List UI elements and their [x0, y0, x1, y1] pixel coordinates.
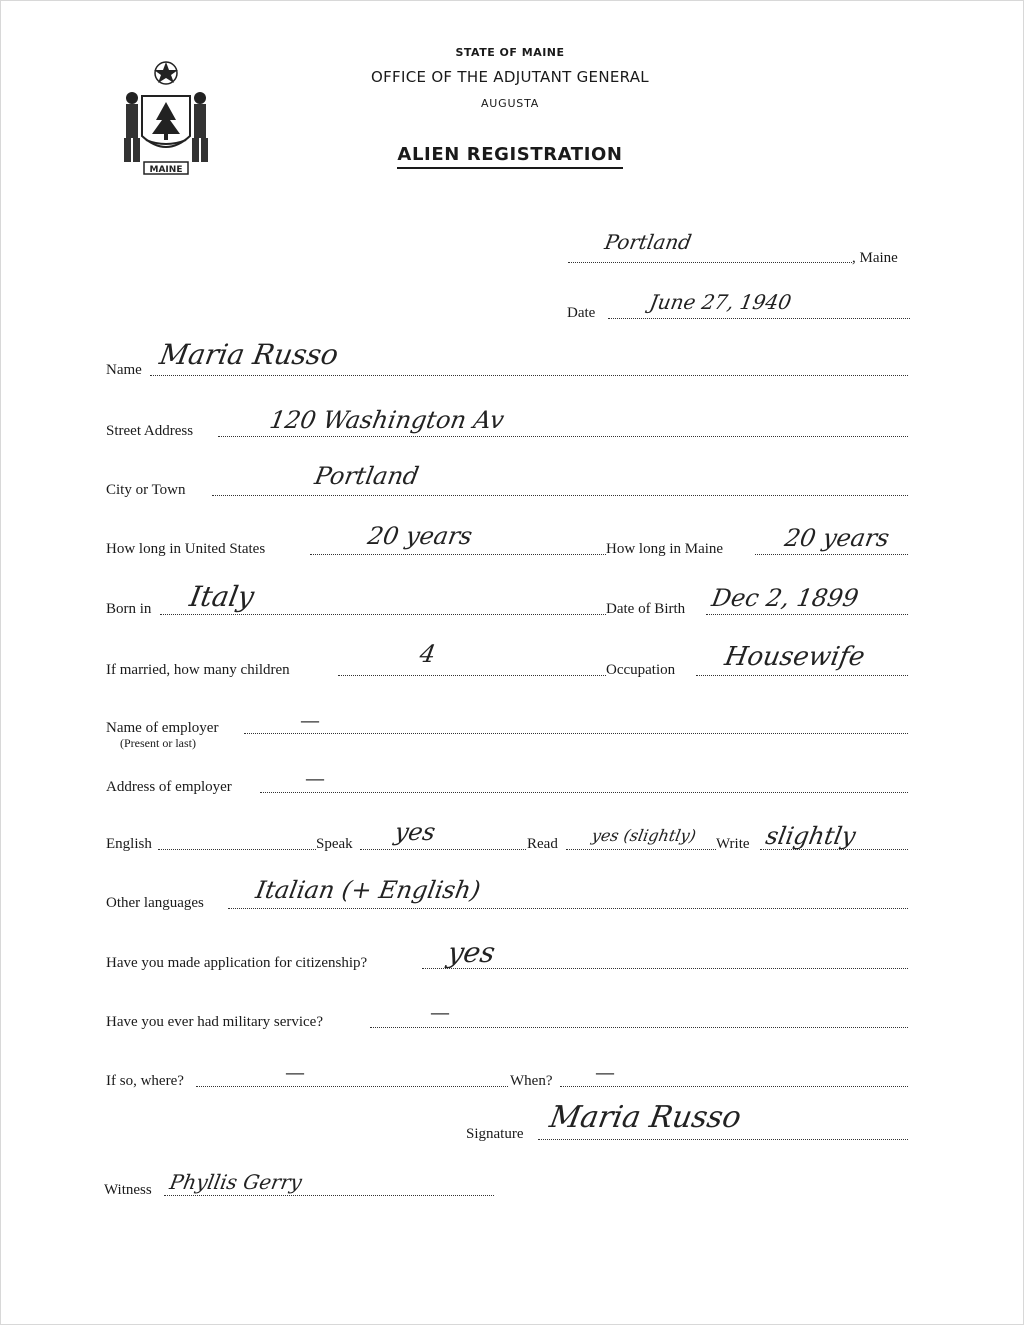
military-label: Have you ever had military service?: [106, 1014, 323, 1030]
witness-entry[interactable]: Phyllis Gerry: [167, 1170, 304, 1194]
other-languages-line: [228, 908, 908, 909]
how-long-maine-label: How long in Maine: [606, 541, 724, 557]
other-languages-label: Other languages: [106, 895, 204, 911]
speak-label: Speak: [316, 836, 353, 852]
citizenship-label: Have you made application for citizenship?: [106, 955, 368, 971]
children-entry[interactable]: 4: [417, 640, 438, 668]
speak-entry[interactable]: yes: [392, 818, 438, 846]
born-in-label: Born in: [106, 601, 152, 617]
city-town-entry[interactable]: Portland: [312, 462, 422, 490]
date-entry[interactable]: June 27, 1940: [647, 290, 794, 314]
speak-line: [360, 849, 526, 850]
form-title: [300, 144, 720, 165]
read-line: [566, 849, 716, 850]
where-line: [196, 1086, 508, 1087]
occupation-label: Occupation: [606, 662, 676, 678]
when-label: When?: [510, 1073, 553, 1089]
state-seal-icon: [110, 58, 222, 182]
born-in-entry[interactable]: Italy: [187, 580, 257, 613]
when-entry[interactable]: —: [595, 1060, 615, 1084]
employer-name-note: (Present or last): [120, 736, 196, 750]
employer-name-entry[interactable]: —: [300, 708, 320, 732]
signature-label: Signature: [466, 1126, 524, 1142]
witness-label: Witness: [104, 1182, 152, 1198]
english-label: English: [106, 836, 152, 852]
street-address-label: Street Address: [106, 423, 194, 439]
occupation-line: [696, 675, 908, 676]
employer-address-entry[interactable]: —: [305, 766, 325, 790]
military-entry[interactable]: —: [430, 1000, 450, 1024]
write-entry[interactable]: slightly: [763, 822, 858, 850]
witness-line: [164, 1195, 494, 1196]
occupation-entry[interactable]: Housewife: [722, 642, 868, 672]
how-long-maine-line: [755, 554, 908, 555]
born-in-line: [160, 614, 606, 615]
citizenship-line: [422, 968, 908, 969]
date-of-birth-label: Date of Birth: [606, 601, 686, 617]
city-town-line: [212, 495, 908, 496]
date-label: Date: [567, 305, 596, 321]
how-long-us-line: [310, 554, 606, 555]
children-line: [338, 675, 606, 676]
how-long-us-entry[interactable]: 20 years: [365, 522, 475, 550]
english-line: [158, 849, 316, 850]
if-so-where-label: If so, where?: [106, 1073, 184, 1089]
write-label: Write: [716, 836, 750, 852]
children-label: If married, how many children: [106, 662, 290, 678]
name-entry[interactable]: Maria Russo: [157, 338, 341, 371]
name-line: [150, 375, 908, 376]
when-line: [560, 1086, 908, 1087]
where-entry[interactable]: —: [285, 1060, 305, 1084]
signature-line: [538, 1139, 908, 1140]
city-heading-entry[interactable]: Portland: [602, 230, 694, 254]
header-office: OFFICE OF THE ADJUTANT GENERAL: [371, 68, 649, 86]
form-title-text: ALIEN REGISTRATION: [397, 144, 622, 169]
seal-banner-text: MAINE: [149, 165, 183, 175]
how-long-us-label: How long in United States: [106, 541, 266, 557]
street-address-entry[interactable]: 120 Washington Av: [267, 406, 507, 434]
name-label: Name: [106, 362, 142, 378]
date-line: [608, 318, 910, 319]
employer-name-label: Name of employer: [106, 720, 219, 736]
date-of-birth-entry[interactable]: Dec 2, 1899: [709, 584, 861, 612]
header-city: AUGUSTA: [480, 97, 540, 110]
city-heading-line: [568, 262, 852, 263]
employer-address-label: Address of employer: [106, 779, 232, 795]
street-address-line: [218, 436, 908, 437]
how-long-maine-entry[interactable]: 20 years: [782, 524, 892, 552]
maine-label: , Maine: [852, 250, 898, 266]
military-line: [370, 1027, 908, 1028]
other-languages-entry[interactable]: Italian (+ English): [253, 876, 483, 904]
city-town-label: City or Town: [106, 482, 186, 498]
employer-address-line: [260, 792, 908, 793]
date-of-birth-line: [706, 614, 908, 615]
citizenship-entry[interactable]: yes: [445, 936, 498, 969]
header-state: STATE OF MAINE: [455, 46, 565, 59]
read-label: Read: [527, 836, 558, 852]
employer-name-line: [244, 733, 908, 734]
signature-entry[interactable]: Maria Russo: [546, 1100, 744, 1135]
read-entry[interactable]: yes (slightly): [590, 826, 698, 845]
